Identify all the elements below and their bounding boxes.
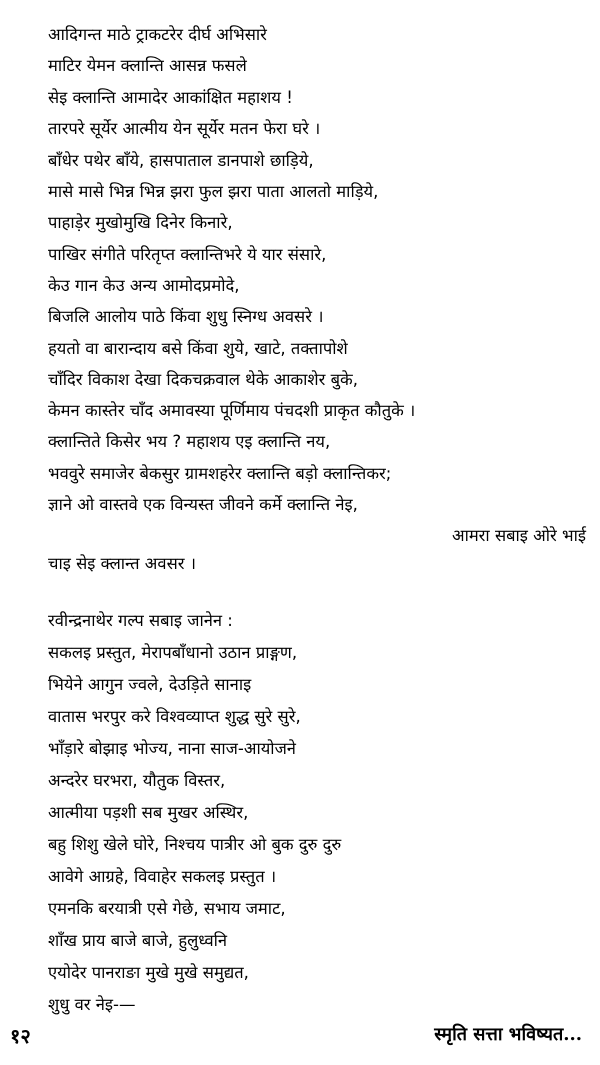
stanza2-line-1: रवीन्द्रनाथेर गल्प सबाइ जानेन : bbox=[48, 611, 233, 630]
closing-line: चाइ सेइ क्लान्त अवसर । bbox=[48, 554, 196, 573]
stanza2-line-11: शाँख प्राय बाजे बाजे, हुलुध्वनि bbox=[48, 931, 228, 950]
stanza2-line-8: बहु शिशु खेले घोरे, निश्चय पात्रीर ओ बुक दुरु दुरु bbox=[48, 835, 342, 854]
stanza1-line-2: माटिर येमन क्लान्ति आसन्न फसले bbox=[48, 56, 247, 75]
stanza2-line-6: अन्दरेर घरभरा, यौतुक विस्तर, bbox=[48, 771, 226, 790]
stanza2-line-7: आत्मीया पड़शी सब मुखर अस्थिर, bbox=[48, 803, 249, 822]
stanza2-line-9: आवेगे आग्रहे, विवाहेर सकलइ प्रस्तुत । bbox=[48, 867, 277, 886]
stanza1-line-8: पाखिर संगीते परितृप्त क्लान्तिभरे ये यार संसारे, bbox=[48, 245, 327, 264]
page-number: १२ bbox=[10, 1024, 31, 1048]
stanza2-line-5: भाँड़ारे बोझाइ भोज्य, नाना साज-आयोजने bbox=[48, 739, 296, 758]
stanza1-line-7: पाहाड़ेर मुखोमुखि दिनेर किनारे, bbox=[48, 213, 233, 232]
stanza1-line-5: बाँधेर पथेर बाँये, हासपाताल डानपाशे छाड़िये, bbox=[48, 151, 314, 170]
stanza1-line-15: भववुरे समाजेर बेकसुर ग्रामशहरेर क्लान्ति बड़ो क्लान्तिकर; bbox=[48, 464, 392, 483]
stanza2-line-13: शुधु वर नेइ-— bbox=[48, 995, 136, 1014]
stanza1-line-11: हयतो वा बारान्दाय बसे किंवा शुये, खाटे, तक्तापोशे bbox=[48, 339, 348, 358]
stanza2-line-2: सकलइ प्रस्तुत, मेरापबाँधानो उठान प्राङ्गण, bbox=[48, 643, 298, 662]
stanza1-line-9: केउ गान केउ अन्य आमोदप्रमोदे, bbox=[48, 276, 240, 295]
stanza1-line-16: ज्ञाने ओ वास्तवे एक विन्यस्त जीवने कर्मे क्लान्ति नेइ, bbox=[48, 495, 358, 514]
stanza1-line-1: आदिगन्त माठे ट्राकटरेर दीर्घ अभिसारे bbox=[48, 25, 267, 44]
stanza2-line-4: वातास भरपुर करे विश्वव्याप्त शुद्ध सुरे सुरे, bbox=[48, 707, 301, 726]
running-title: स्मृति सत्ता भविष्यत... bbox=[434, 1024, 582, 1045]
stanza1-line-3: सेइ क्लान्ति आमादेर आकांक्षित महाशय ! bbox=[48, 88, 293, 107]
stanza1-line-6: मासे मासे भिन्न भिन्न झरा फुल झरा पाता आलतो माड़िये, bbox=[48, 182, 379, 201]
stanza2-line-10: एमनकि बरयात्री एसे गेछे, सभाय जमाट, bbox=[48, 899, 286, 918]
stanza1-line-13: केमन कास्तेर चाँद अमावस्या पूर्णिमाय पंचदशी प्राकृत कौतुके । bbox=[48, 401, 416, 420]
stanza1-line-14: क्लान्तिते किसेर भय ? महाशय एइ क्लान्ति नय, bbox=[48, 432, 331, 451]
stanza2-line-12: एयोदेर पानराङा मुखे मुखे समुद्यत, bbox=[48, 963, 249, 982]
right-aligned-line: आमरा सबाइ ओरे भाई bbox=[451, 526, 586, 545]
stanza1-line-12: चाँदिर विकाश देखा दिकचक्रवाल थेके आकाशेर बुके, bbox=[48, 370, 358, 389]
stanza1-line-10: बिजलि आलोय पाठे किंवा शुधु स्निग्ध अवसरे । bbox=[48, 307, 324, 326]
stanza1-line-4: तारपरे सूर्येर आत्मीय येन सूर्येर मतन फेरा घरे । bbox=[48, 119, 321, 138]
stanza2-line-3: भियेने आगुन ज्वले, देउड़िते सानाइ bbox=[48, 675, 252, 694]
